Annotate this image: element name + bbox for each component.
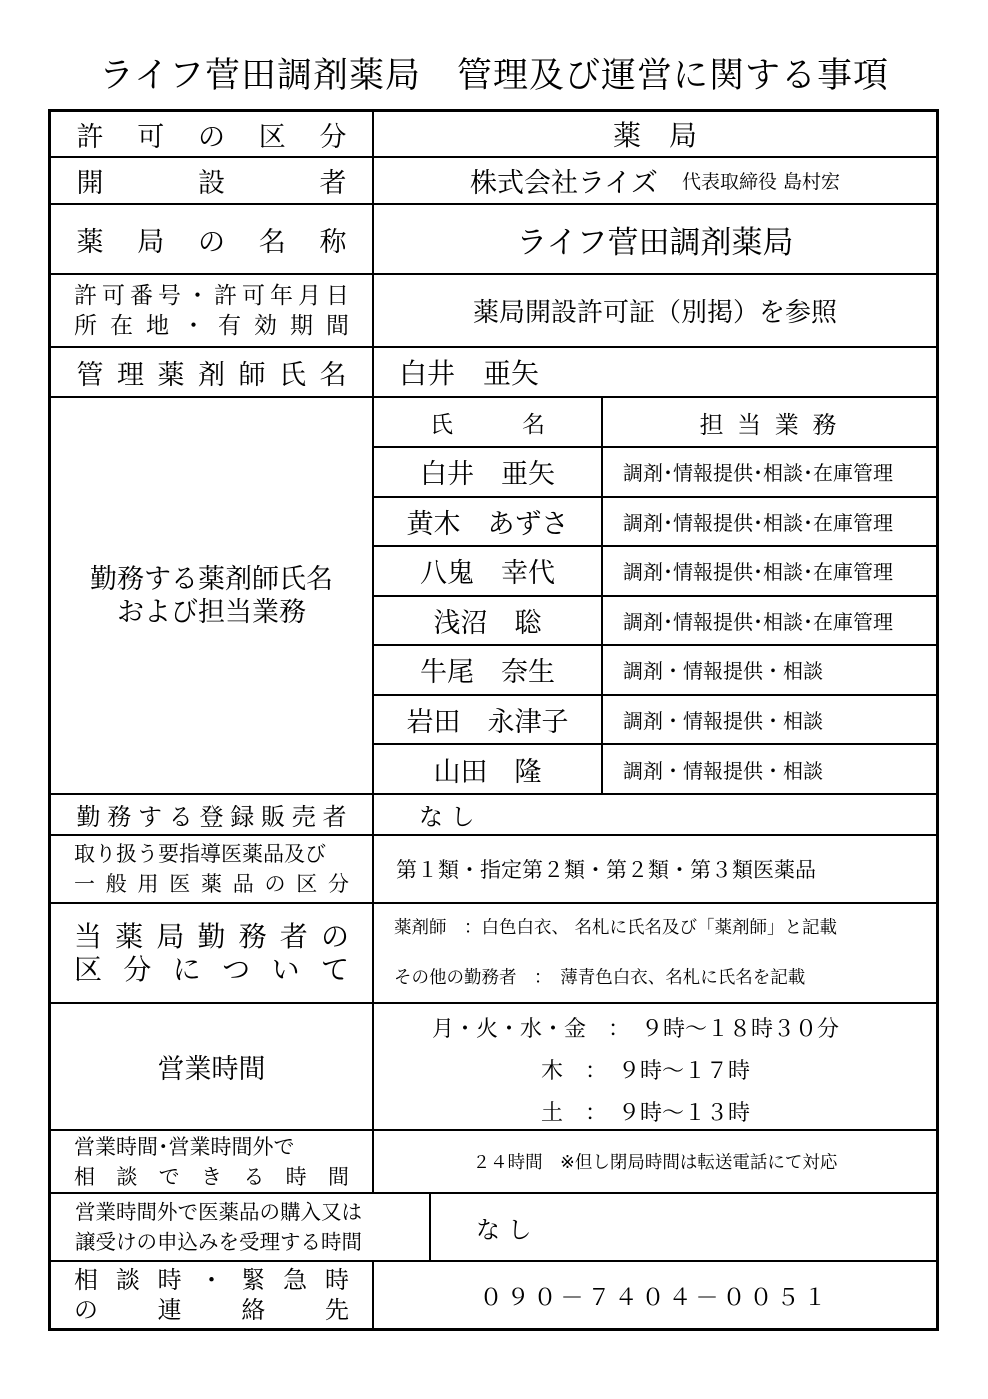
consult-time-row bbox=[51, 1131, 936, 1194]
staff-ident-line1: 薬剤師 ：白色白衣、 名札に氏名及び「薬剤師」と記載 bbox=[394, 918, 838, 938]
permit-info-row bbox=[51, 275, 936, 348]
permit-info-label bbox=[51, 275, 374, 346]
pharmacist-duty: 調剤・情報提供・相談 bbox=[623, 759, 823, 784]
sellers-label bbox=[51, 795, 374, 834]
staff-ident-label bbox=[51, 904, 374, 1002]
permit-type-value: 薬 局 bbox=[612, 119, 697, 152]
emergency-contact-label bbox=[51, 1262, 374, 1328]
hours-row bbox=[51, 1004, 936, 1131]
manager-label-text: 管 理 薬 剤 師 氏 名 bbox=[76, 359, 347, 391]
drug-classes-row bbox=[51, 836, 936, 904]
pharmacist-name: 牛尾 奈生 bbox=[374, 646, 603, 694]
info-table bbox=[48, 109, 939, 1331]
consult-time-label bbox=[51, 1131, 374, 1192]
hours-line-saturday: 土 ： ９時～１３時 bbox=[541, 1101, 751, 1126]
pharmacists-header-row bbox=[374, 398, 936, 448]
founder-representative: 代表取締役 島村宏 bbox=[681, 171, 840, 193]
pharmacist-row bbox=[374, 696, 936, 746]
pharmacist-duty: 調剤･情報提供･相談･在庫管理 bbox=[623, 461, 893, 486]
drug-classes-label-line1: 取り扱う要指導医薬品及び bbox=[74, 842, 326, 866]
pharmacists-label bbox=[51, 398, 374, 793]
staff-ident-label-line1: 当 薬 局 勤 務 者 の bbox=[74, 920, 349, 953]
after-hours-label-line1: 営業時間外で医薬品の購入又は bbox=[75, 1200, 362, 1224]
founder-label bbox=[51, 158, 374, 203]
staff-ident-line2: その他の勤務者 ： 薄青色白衣、名札に氏名を記載 bbox=[394, 968, 806, 988]
pharmacist-row bbox=[374, 498, 936, 548]
pharmacist-name: 白井 亜矢 bbox=[374, 448, 603, 496]
pharmacists-row bbox=[51, 398, 936, 795]
page-title: ライフ菅田調剤薬局 管理及び運営に関する事項 bbox=[99, 56, 889, 96]
founder-company: 株式会社ライズ bbox=[470, 168, 658, 199]
hours-label: 営業時間 bbox=[51, 1004, 374, 1129]
pharmacist-row bbox=[374, 745, 936, 795]
emergency-contact-value: ０９０－７４０４－００５１ bbox=[479, 1284, 831, 1311]
drug-classes-label bbox=[51, 836, 374, 902]
founder-value bbox=[374, 158, 936, 203]
pharmacist-row bbox=[374, 597, 936, 647]
pharmacist-duty: 調剤･情報提供･相談･在庫管理 bbox=[623, 510, 893, 535]
permit-info-label-line1: 許 可 番 号 ・ 許 可 年 月 日 bbox=[74, 282, 349, 309]
permit-info-value: 薬局開設許可証（別掲）を参照 bbox=[472, 298, 837, 328]
pharmacist-duty: 調剤・情報提供・相談 bbox=[623, 659, 823, 684]
consult-time-label-line1: 営業時間･営業時間外で bbox=[74, 1134, 295, 1159]
permit-type-label bbox=[51, 112, 374, 156]
after-hours-label bbox=[51, 1194, 431, 1260]
pharmacist-duty: 調剤･情報提供･相談･在庫管理 bbox=[623, 560, 893, 585]
pharmacist-duty: 調剤・情報提供・相談 bbox=[623, 708, 823, 733]
hours-value bbox=[374, 1004, 936, 1129]
founder-label-text: 開 設 者 bbox=[76, 168, 347, 199]
after-hours-label-line2: 譲受けの申込みを受理する時間 bbox=[75, 1230, 362, 1254]
pharmacist-name: 浅沼 聡 bbox=[374, 597, 603, 645]
hours-line-weekdays: 月・火・水・金 ： ９時～１８時３０分 bbox=[432, 1017, 840, 1042]
permit-type-label-text: 許 可 の 区 分 bbox=[76, 121, 347, 153]
permit-type-row bbox=[51, 112, 936, 158]
drug-classes-label-line2: 一 般 用 医 薬 品 の 区 分 bbox=[74, 872, 349, 896]
pharmacist-name: 山田 隆 bbox=[374, 745, 603, 795]
emergency-contact-row bbox=[51, 1262, 936, 1328]
manager-value: 白井 亜矢 bbox=[399, 357, 540, 390]
sellers-value: な し bbox=[419, 803, 475, 831]
after-hours-row bbox=[51, 1194, 936, 1262]
sellers-row bbox=[51, 795, 936, 836]
after-hours-value: な し bbox=[476, 1215, 532, 1244]
pharmacist-name: 八鬼 幸代 bbox=[374, 547, 603, 595]
staff-ident-value bbox=[374, 904, 936, 1002]
pharmacist-name: 黄木 あずさ bbox=[374, 498, 603, 546]
emergency-contact-label-line1: 相 談 時 ・ 緊 急 時 bbox=[74, 1266, 349, 1294]
staff-ident-row bbox=[51, 904, 936, 1004]
pharmacist-row bbox=[374, 646, 936, 696]
pharmacist-name: 岩田 永津子 bbox=[374, 696, 603, 744]
pharmacy-name-row bbox=[51, 205, 936, 275]
permit-info-label-line2: 所 在 地 ・ 有 効 期 間 bbox=[74, 312, 349, 339]
header-duty: 担 当 業 務 bbox=[699, 410, 840, 439]
header-name: 氏 名 bbox=[374, 398, 603, 446]
hours-line-thursday: 木 ： ９時～１７時 bbox=[541, 1059, 751, 1084]
emergency-contact-label-line2: の 連 絡 先 bbox=[74, 1296, 349, 1324]
founder-row bbox=[51, 158, 936, 205]
drug-classes-value: 第１類・指定第２類・第２類・第３類医薬品 bbox=[396, 858, 816, 882]
staff-ident-label-line2: 区 分 に つ い て bbox=[74, 953, 349, 986]
pharmacy-name-value: ライフ菅田調剤薬局 bbox=[516, 224, 794, 261]
pharmacists-label-line1: 勤務する薬剤師氏名 bbox=[90, 563, 333, 595]
consult-time-label-line2: 相 談 で き る 時 間 bbox=[74, 1164, 349, 1189]
pharmacist-row bbox=[374, 448, 936, 498]
pharmacists-label-line2: および担当業務 bbox=[117, 596, 306, 628]
consult-time-value: ２４時間 ※但し閉局時間は転送電話にて対応 bbox=[472, 1153, 838, 1173]
sellers-label-text: 勤 務 す る 登 録 販 売 者 bbox=[76, 803, 347, 831]
pharmacist-duty: 調剤･情報提供･相談･在庫管理 bbox=[623, 609, 893, 634]
pharmacy-name-label bbox=[51, 205, 374, 273]
pharmacy-name-label-text: 薬 局 の 名 称 bbox=[76, 226, 347, 258]
manager-label bbox=[51, 348, 374, 396]
manager-row bbox=[51, 348, 936, 398]
pharmacist-row bbox=[374, 547, 936, 597]
